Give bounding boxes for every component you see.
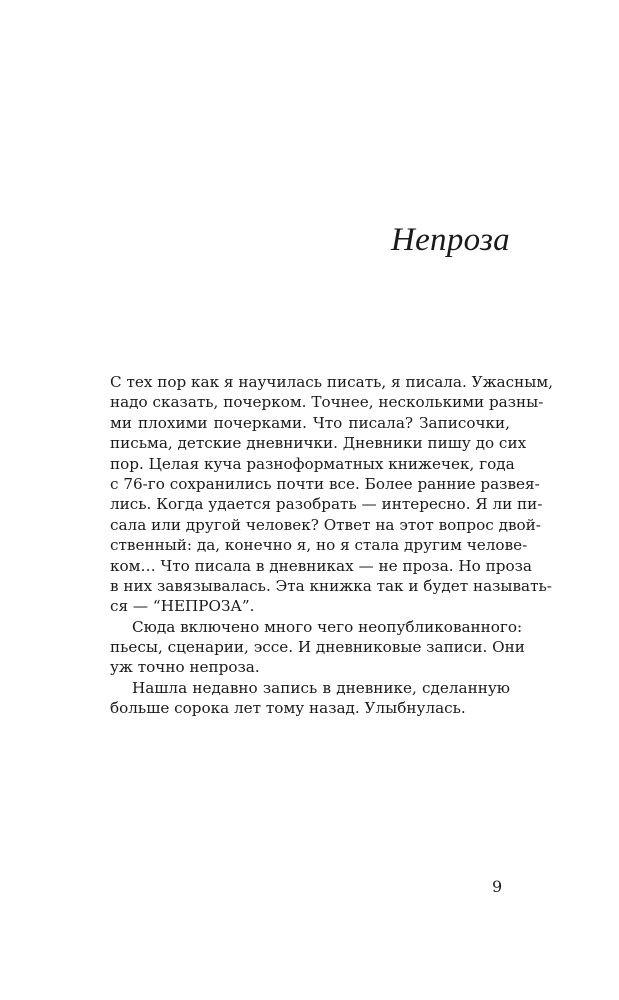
paragraph <box>110 372 553 617</box>
text-line: Сюда включено много чего неопубликованного: <box>132 617 523 636</box>
text-line: ком… Что писала в дневниках — не проза. Но проза <box>110 556 532 575</box>
text-line: в них завязывалась. Эта книжка так и будет называть- <box>110 576 552 595</box>
text-line: надо сказать, почерком. Точнее, несколькими разны- <box>110 393 544 412</box>
text-line: ми плохими почерками. Что писала? Записочки, <box>110 413 510 432</box>
text-line: уж точно непроза. <box>110 658 260 677</box>
body-text <box>110 372 553 719</box>
text-line: Нашла недавно запись в дневнике, сделанную <box>132 678 510 697</box>
text-line: сала или другой человек? Ответ на этот вопрос двой- <box>110 515 541 534</box>
text-line: больше сорока лет тому назад. Улыбнулась. <box>110 699 466 718</box>
text-line: ся — “НЕПРОЗА”. <box>110 597 255 616</box>
text-line: пор. Целая куча разноформатных книжечек, года <box>110 454 515 473</box>
text-line: письма, детские дневнички. Дневники пишу до сих <box>110 434 527 453</box>
text-line: ственный: да, конечно я, но я стала другим челове- <box>110 536 528 555</box>
text-line: С тех пор как я научилась писать, я писала. Ужасным, <box>110 373 553 391</box>
paragraph <box>110 678 510 719</box>
paragraph <box>110 617 525 678</box>
text-line: пьесы, сценарии, эссе. И дневниковые записи. Они <box>110 638 525 657</box>
page-number: 9 <box>492 877 503 896</box>
text-line: лись. Когда удается разобрать — интересно. Я ли пи- <box>110 495 543 514</box>
chapter-title: Непроза <box>390 222 510 258</box>
text-line: с 76-го сохранились почти все. Более ранние развея- <box>110 474 540 493</box>
